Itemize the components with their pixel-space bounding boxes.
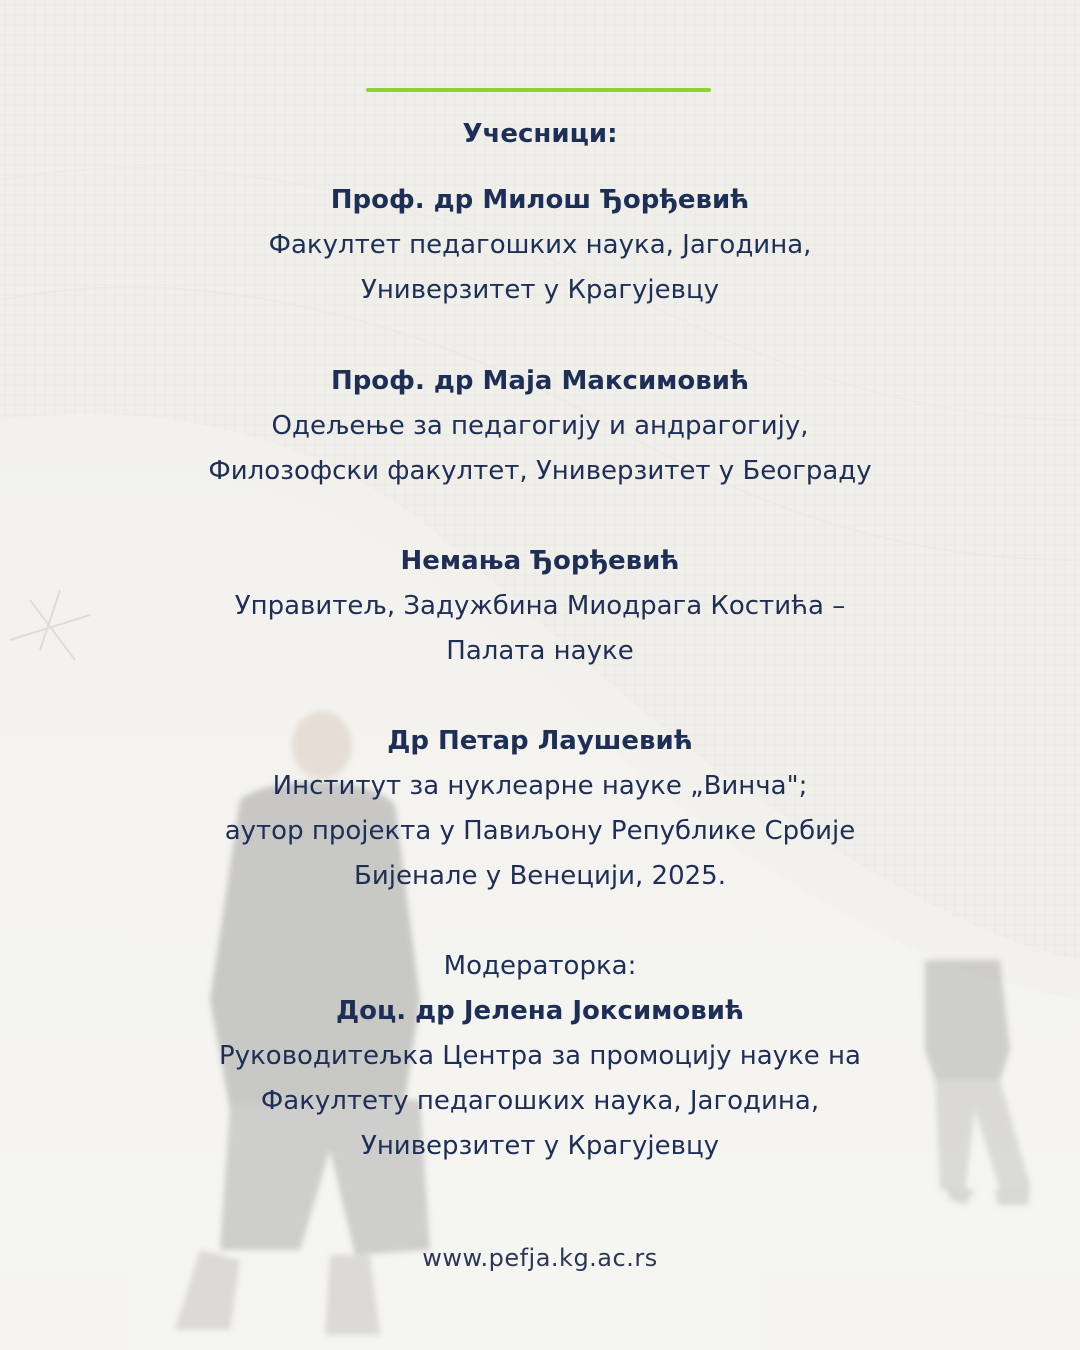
participant-affiliation: Филозофски факултет, Универзитет у Београду: [208, 456, 872, 486]
participant-entry: [140, 178, 940, 313]
participant-affiliation: Бијенале у Венецији, 2025.: [354, 861, 726, 891]
moderator-label: Модераторка:: [443, 951, 637, 981]
participant-entry: [140, 719, 940, 899]
participant-affiliation: Управитељ, Задужбина Миодрага Костића –: [234, 591, 846, 621]
moderator-name: Доц. др Јелена Јоксимовић: [335, 996, 745, 1026]
participant-affiliation: Палата науке: [446, 636, 634, 666]
participant-name: Проф. др Маја Максимовић: [330, 366, 750, 396]
participant-affiliation: аутор пројекта у Павиљону Републике Србије: [224, 816, 856, 846]
moderator-entry: [140, 944, 940, 1169]
participant-affiliation: Одељење за педагогију и андрагогију,: [271, 411, 809, 441]
participant-affiliation: Институт за нуклеарне науке „Винча";: [272, 771, 808, 801]
accent-divider: [366, 88, 711, 92]
website-url: www.pefja.kg.ac.rs: [422, 1244, 658, 1272]
participant-name: Немања Ђорђевић: [400, 546, 680, 576]
participant-affiliation: Факултет педагошких наука, Јагодина,: [268, 230, 812, 260]
participants-heading: Учесници:: [462, 119, 618, 149]
moderator-affiliation: Факултету педагошких наука, Јагодина,: [260, 1086, 820, 1116]
participant-affiliation: Универзитет у Крагујевцу: [360, 275, 720, 305]
participant-entry: [140, 359, 940, 494]
participant-name: Др Петар Лаушевић: [387, 726, 693, 756]
participant-entry: [140, 539, 940, 674]
participant-name: Проф. др Милош Ђорђевић: [330, 185, 750, 215]
moderator-affiliation: Руководитељка Центра за промоцију науке на: [219, 1041, 861, 1071]
moderator-affiliation: Универзитет у Крагујевцу: [360, 1131, 720, 1161]
